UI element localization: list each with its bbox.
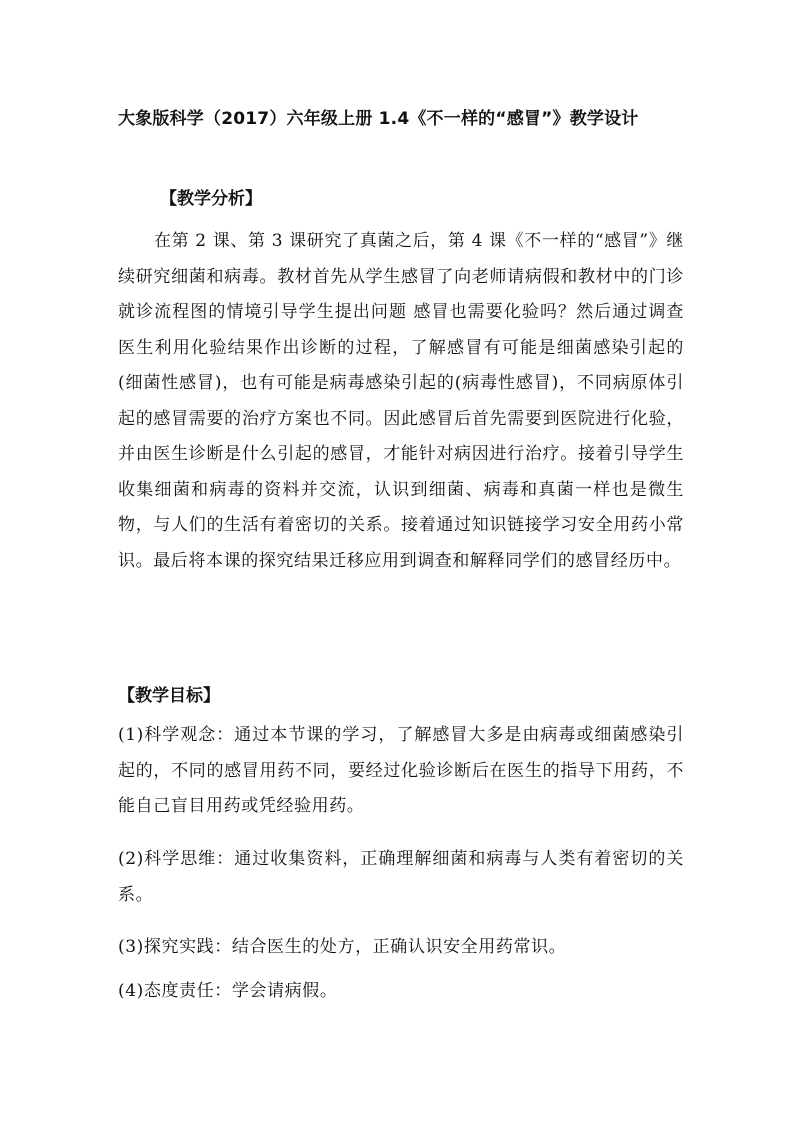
teaching-analysis-paragraph: 在第 2 课、第 3 课研究了真菌之后，第 4 课《不一样的“感冒”》继续研究细菌和病毒。教材首先从学生感冒了向老师请病假和教材中的门诊就诊流程图的情境引导学生提出问题 感冒也需要化验吗？然后通过调查医生利用化验结果作出诊断的过程，了解感冒有可能是细菌感染引起的(细菌性感冒)，也有可能是病毒感染引起的(病毒性感冒)，不同病原体引起的感冒需要的治疗方案也不同。因此感冒后首先需要到医院进行化验，并由医生诊断是什么引起的感冒，才能针对病因进行治疗。接着引导学生收集细菌和病毒的资料并交流，认识到细菌、病毒和真菌一样也是微生物，与人们的生活有着密切的关系。接着通过知识链接学习安全用药小常识。最后将本课的探究结果迁移应用到调查和解释同学们的感冒经历中。	[118, 231, 684, 571]
teaching-goal-item: (2)科学思维：通过收集资料，正确理解细菌和病毒与人类有着密切的关系。	[118, 849, 684, 905]
teaching-goal-item: (3)探究实践：结合医生的处方，正确认识安全用药常识。	[118, 937, 567, 957]
teaching-goal-item: (4)态度责任：学会请病假。	[118, 981, 338, 1001]
teaching-goal-item: (1)科学观念：通过本节课的学习，了解感冒大多是由病毒或细菌感染引起的，不同的感冒用药不同，要经过化验诊断后在医生的指导下用药，不能自己盲目用药或凭经验用药。	[118, 725, 684, 816]
teaching-goals-heading: 【教学目标】	[118, 686, 220, 706]
teaching-analysis-heading: 【教学分析】	[160, 189, 262, 209]
document-title: 大象版科学（2017）六年级上册 1.4《不一样的“感冒”》教学设计	[118, 109, 639, 129]
